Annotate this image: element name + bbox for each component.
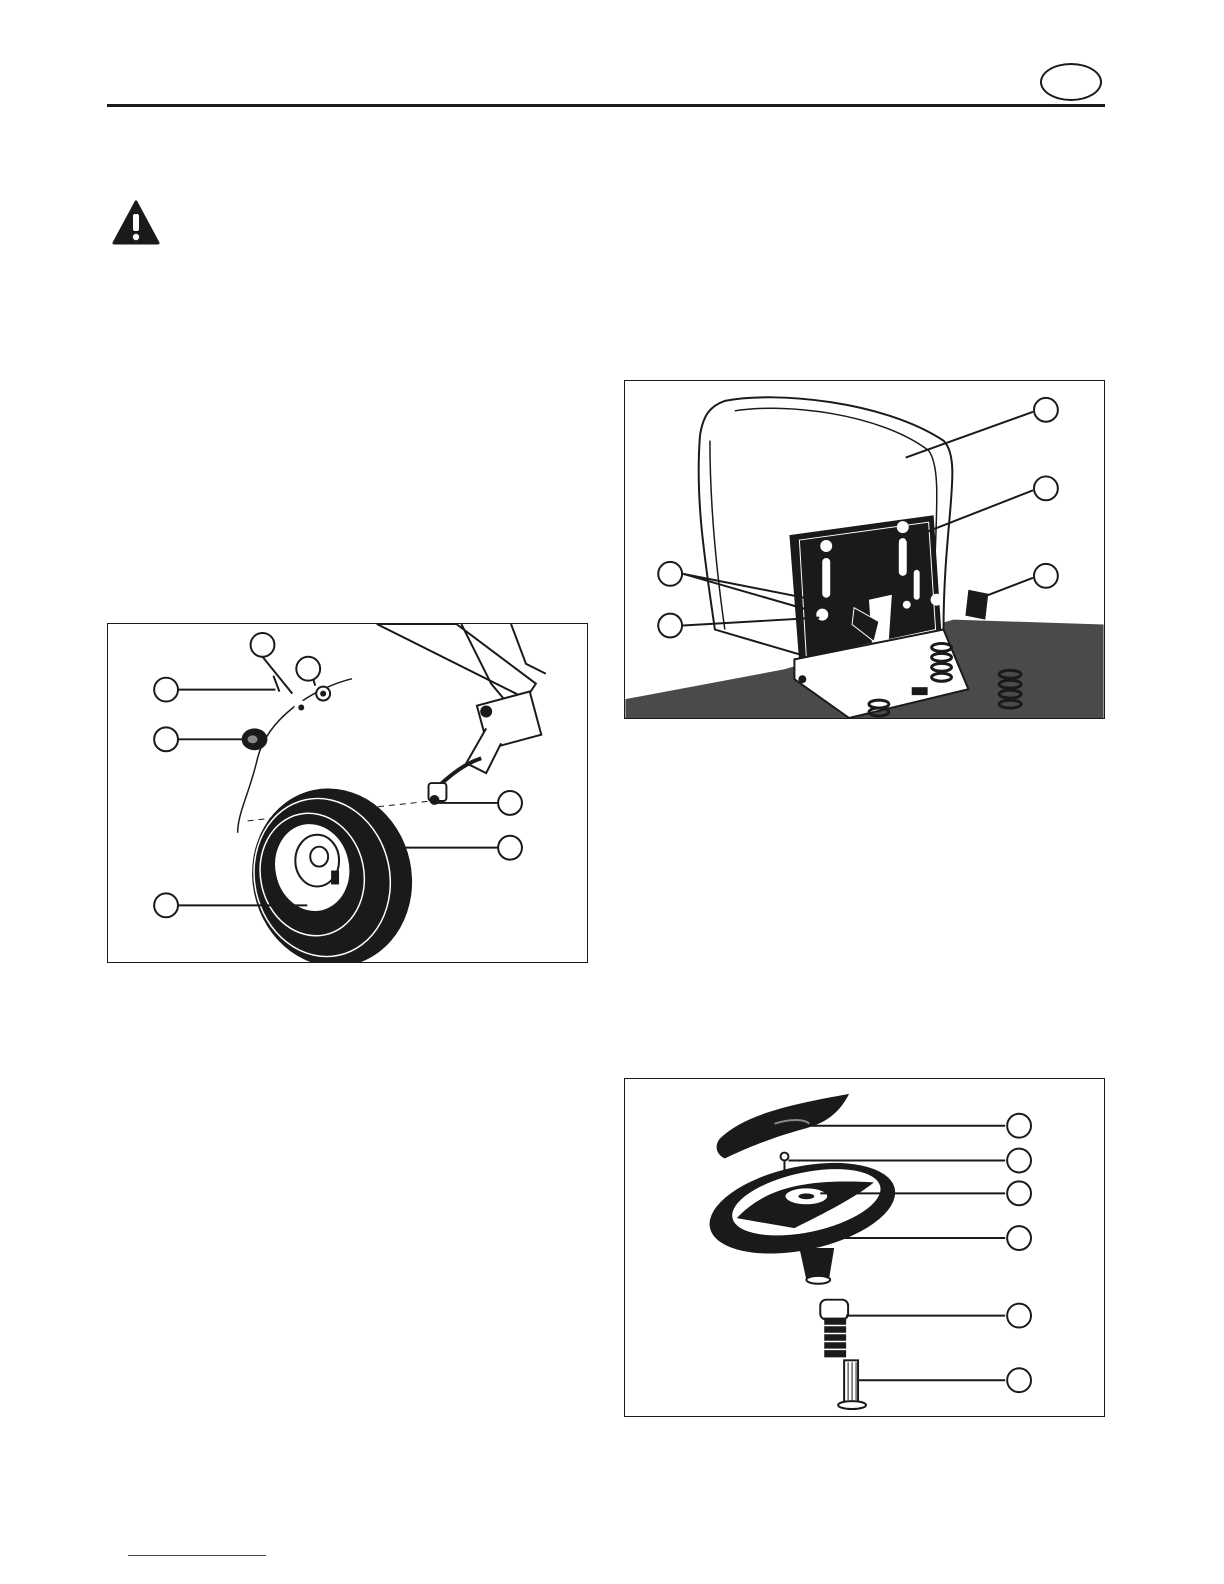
header-rule: [107, 104, 1105, 107]
seat-illustration: [625, 381, 1104, 718]
callout-circle: [498, 791, 522, 815]
callout-circle: [1034, 564, 1058, 588]
warning-icon: [112, 200, 160, 246]
steering-illustration: [625, 1079, 1104, 1416]
callout-circle: [1007, 1114, 1031, 1138]
callout-circle: [251, 633, 275, 657]
language-badge: [1040, 63, 1102, 101]
callout-circle: [1007, 1181, 1031, 1205]
callout-circle: [1007, 1149, 1031, 1173]
callout-circle: [1007, 1304, 1031, 1328]
callout-circle: [154, 727, 178, 751]
footer-link-underline[interactable]: [128, 1555, 266, 1556]
steering-wheel-figure: [624, 1078, 1105, 1417]
callout-circle: [658, 562, 682, 586]
callout-circle: [1034, 398, 1058, 422]
callout-circle: [154, 893, 178, 917]
callout-circle: [1007, 1226, 1031, 1250]
wheel-illustration: [108, 624, 587, 962]
callout-circle: [498, 836, 522, 860]
seat-adjustment-figure: [624, 380, 1105, 719]
callout-circle: [1007, 1368, 1031, 1392]
callout-circle: [658, 614, 682, 638]
callout-circle: [1034, 476, 1058, 500]
callout-circle: [296, 657, 320, 681]
callout-circle: [154, 678, 178, 702]
wheel-assembly-figure: [107, 623, 588, 963]
